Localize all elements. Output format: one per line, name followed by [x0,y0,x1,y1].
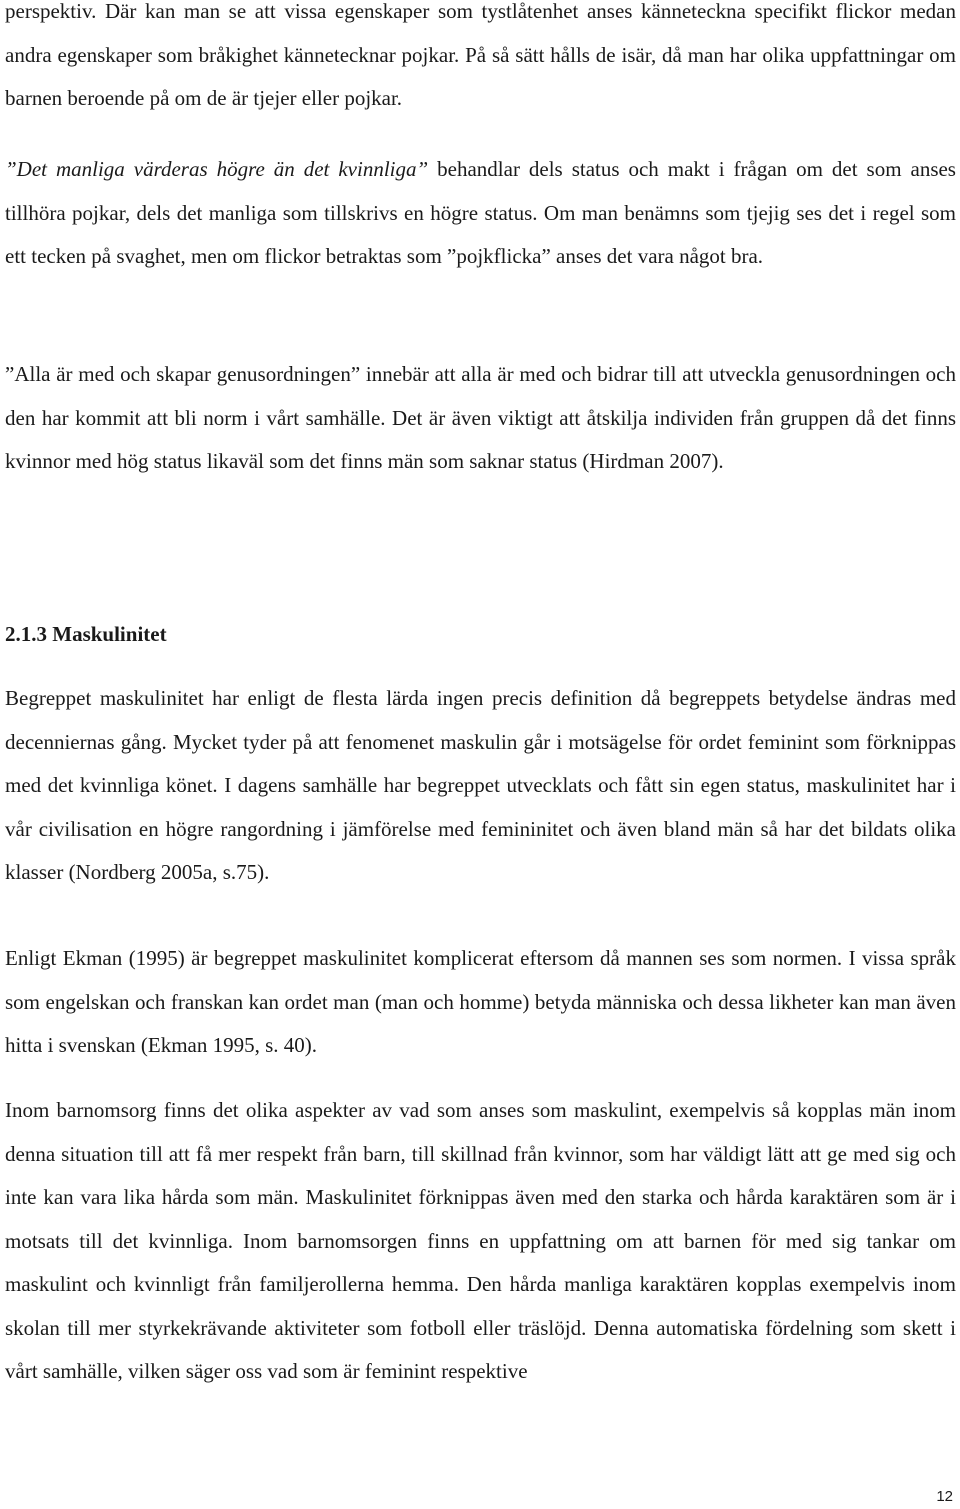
page-number: 12 [936,1488,953,1505]
paragraph-2-body: behandlar dels status och makt i frågan om det som anses tillhöra pojkar, dels det manliga som tillskrivs en högre status. Om man benämns som tjejig ses det i regel som ett tecken på svaghet, men om flickor betraktas som ”pojkflicka” anses det vara något bra. [5,157,956,268]
paragraph-3: ”Alla är med och skapar genusordningen” innebär att alla är med och bidrar till att utveckla genusordningen och den har kommit att bli norm i vårt samhälle. Det är även viktigt att åtskilja individen från gruppen då det finns kvinnor med hög status likaväl som det finns män som saknar status (Hirdman 2007). [5,362,956,473]
paragraph-6: Inom barnomsorg finns det olika aspekter av vad som anses som maskulint, exempelvis så kopplas män inom denna situation till att få mer respekt från barn, till skillnad från kvinnor, som har väldigt lätt att ge med sig och inte kan vara lika hårda som män. Maskulinitet förknippas även med den starka och hårda karaktären som är i motsats till det kvinnliga. Inom barnomsorgen finns en uppfattning om att barnen för med sig tankar om maskulint och kvinnligt från familjerollerna hemma. Den hårda manliga karaktären kopplas exempelvis inom skolan till mer styrkekrävande aktiviteter som fotboll eller träslöjd. Denna automatiska fördelning som skett i vårt samhälle, vilken säger oss vad som är feminint respektive [5,1098,956,1383]
section-heading: 2.1.3 Maskulinitet [5,622,167,646]
paragraph-5: Enligt Ekman (1995) är begreppet maskulinitet komplicerat eftersom då mannen ses som normen. I vissa språk som engelskan och franskan kan ordet man (man och homme) betyda människa och dessa likheter kan man även hitta i svenskan (Ekman 1995, s. 40). [5,946,956,1057]
paragraph-4: Begreppet maskulinitet har enligt de flesta lärda ingen precis definition då begreppets betydelse ändras med decenniernas gång. Mycket tyder på att fenomenet maskulin går i motsägelse för ordet feminint som förknippas med det kvinnliga könet. I dagens samhälle har begreppet utvecklats och fått sin egen status, maskulinitet har i vår civilisation en högre rangordning i jämförelse med femininitet och även bland män så har det bildats olika klasser (Nordberg 2005a, s.75). [5,686,956,884]
paragraph-2-quote: ”Det manliga värderas högre än det kvinnliga” [5,157,429,181]
paragraph-1: perspektiv. Där kan man se att vissa egenskaper som tystlåtenhet anses känneteckna specifikt flickor medan andra egenskaper som bråkighet kännetecknar pojkar. På så sätt hålls de isär, då man har olika uppfattningar om barnen beroende på om de är tjejer eller pojkar. [5,0,956,110]
paragraph-2 [5,148,956,279]
